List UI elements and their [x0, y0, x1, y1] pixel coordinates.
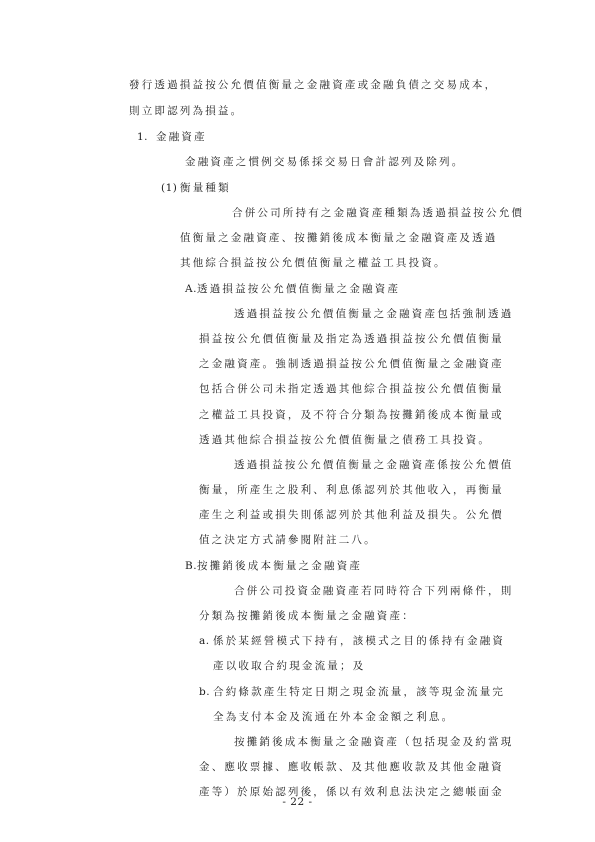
- item-a-para2-line-4: 值之決定方式請參閱附註二八。: [199, 534, 377, 546]
- subsection-1-heading: 衡量種類: [180, 182, 231, 194]
- item-b-b-line-2: 全為支付本金及流通在外本金金額之利息。: [213, 711, 455, 723]
- item-b-tail-line-3: 產等）於原始認列後，係以有效利息法決定之總帳面金: [199, 786, 504, 798]
- item-a-para1-line-3: 之金融資產。強制透過損益按公允價值衡量之金融資產: [199, 358, 504, 370]
- item-b-b-line-1: 合約條款產生特定日期之現金流量，該等現金流量完: [213, 686, 506, 698]
- item-b-intro-line-2: 分類為按攤銷後成本衡量之金融資產：: [199, 610, 415, 622]
- item-b-intro-line-1: 合併公司投資金融資產若同時符合下列兩條件，則: [234, 585, 514, 597]
- item-a-para2-line-1: 透過損益按公允價值衡量之金融資產係按公允價值: [234, 459, 514, 471]
- item-a-para1-line-4: 包括合併公司未指定透過其他綜合損益按公允價值衡量: [199, 383, 504, 395]
- item-b-b-label: b.: [199, 686, 211, 698]
- section-1-number: 1.: [137, 131, 149, 143]
- item-b-a-line-1: 係於某經營模式下持有，該模式之目的係持有金融資: [213, 635, 506, 647]
- page-number: - 22 -: [282, 796, 313, 808]
- item-a-para1-line-1: 透過損益按公允價值衡量之金融資產包括強制透過: [234, 308, 514, 320]
- subsection-1-number: (1): [161, 182, 178, 194]
- subsection-1-para-line-1: 合併公司所持有之金融資產種類為透過損益按公允價: [232, 207, 525, 219]
- item-a-label: A.: [185, 283, 197, 295]
- item-a-para1-line-5: 之權益工具投資，及不符合分類為按攤銷後成本衡量或: [199, 409, 504, 421]
- item-b-label: B.: [185, 560, 198, 572]
- subsection-1-para-line-3: 其他綜合損益按公允價值衡量之權益工具投資。: [180, 257, 447, 269]
- item-b-heading: 按攤銷後成本衡量之金融資產: [197, 560, 363, 572]
- item-a-para2-line-3: 產生之利益或損失則係認列於其他利益及損失。公允價: [199, 509, 504, 521]
- item-b-tail-line-1: 按攤銷後成本衡量之金融資產（包括現金及約當現: [234, 736, 514, 748]
- item-a-para2-line-2: 衡量，所產生之股利、利息係認列於其他收入，再衡量: [199, 484, 504, 496]
- subsection-1-para-line-2: 值衡量之金融資產、按攤銷後成本衡量之金融資產及透過: [180, 232, 498, 244]
- item-b-tail-line-2: 金、應收票據、應收帳款、及其他應收款及其他金融資: [199, 761, 504, 773]
- item-a-heading: 透過損益按公允價值衡量之金融資產: [197, 283, 401, 295]
- item-a-para1-line-2: 損益按公允價值衡量及指定為透過損益按公允價值衡量: [199, 333, 504, 345]
- item-b-a-line-2: 產以收取合約現金流量；及: [213, 660, 366, 672]
- intro-line-1: 發行透過損益按公允價值衡量之金融資產或金融負債之交易成本，: [129, 79, 498, 91]
- item-b-a-label: a.: [199, 635, 210, 647]
- item-a-para1-line-6: 透過其他綜合損益按公允價值衡量之債務工具投資。: [199, 434, 492, 446]
- section-1-heading: 金融資產: [156, 131, 207, 143]
- intro-line-2: 則立即認列為損益。: [129, 105, 244, 117]
- section-1-paragraph: 金融資產之慣例交易係採交易日會計認列及除列。: [185, 156, 465, 168]
